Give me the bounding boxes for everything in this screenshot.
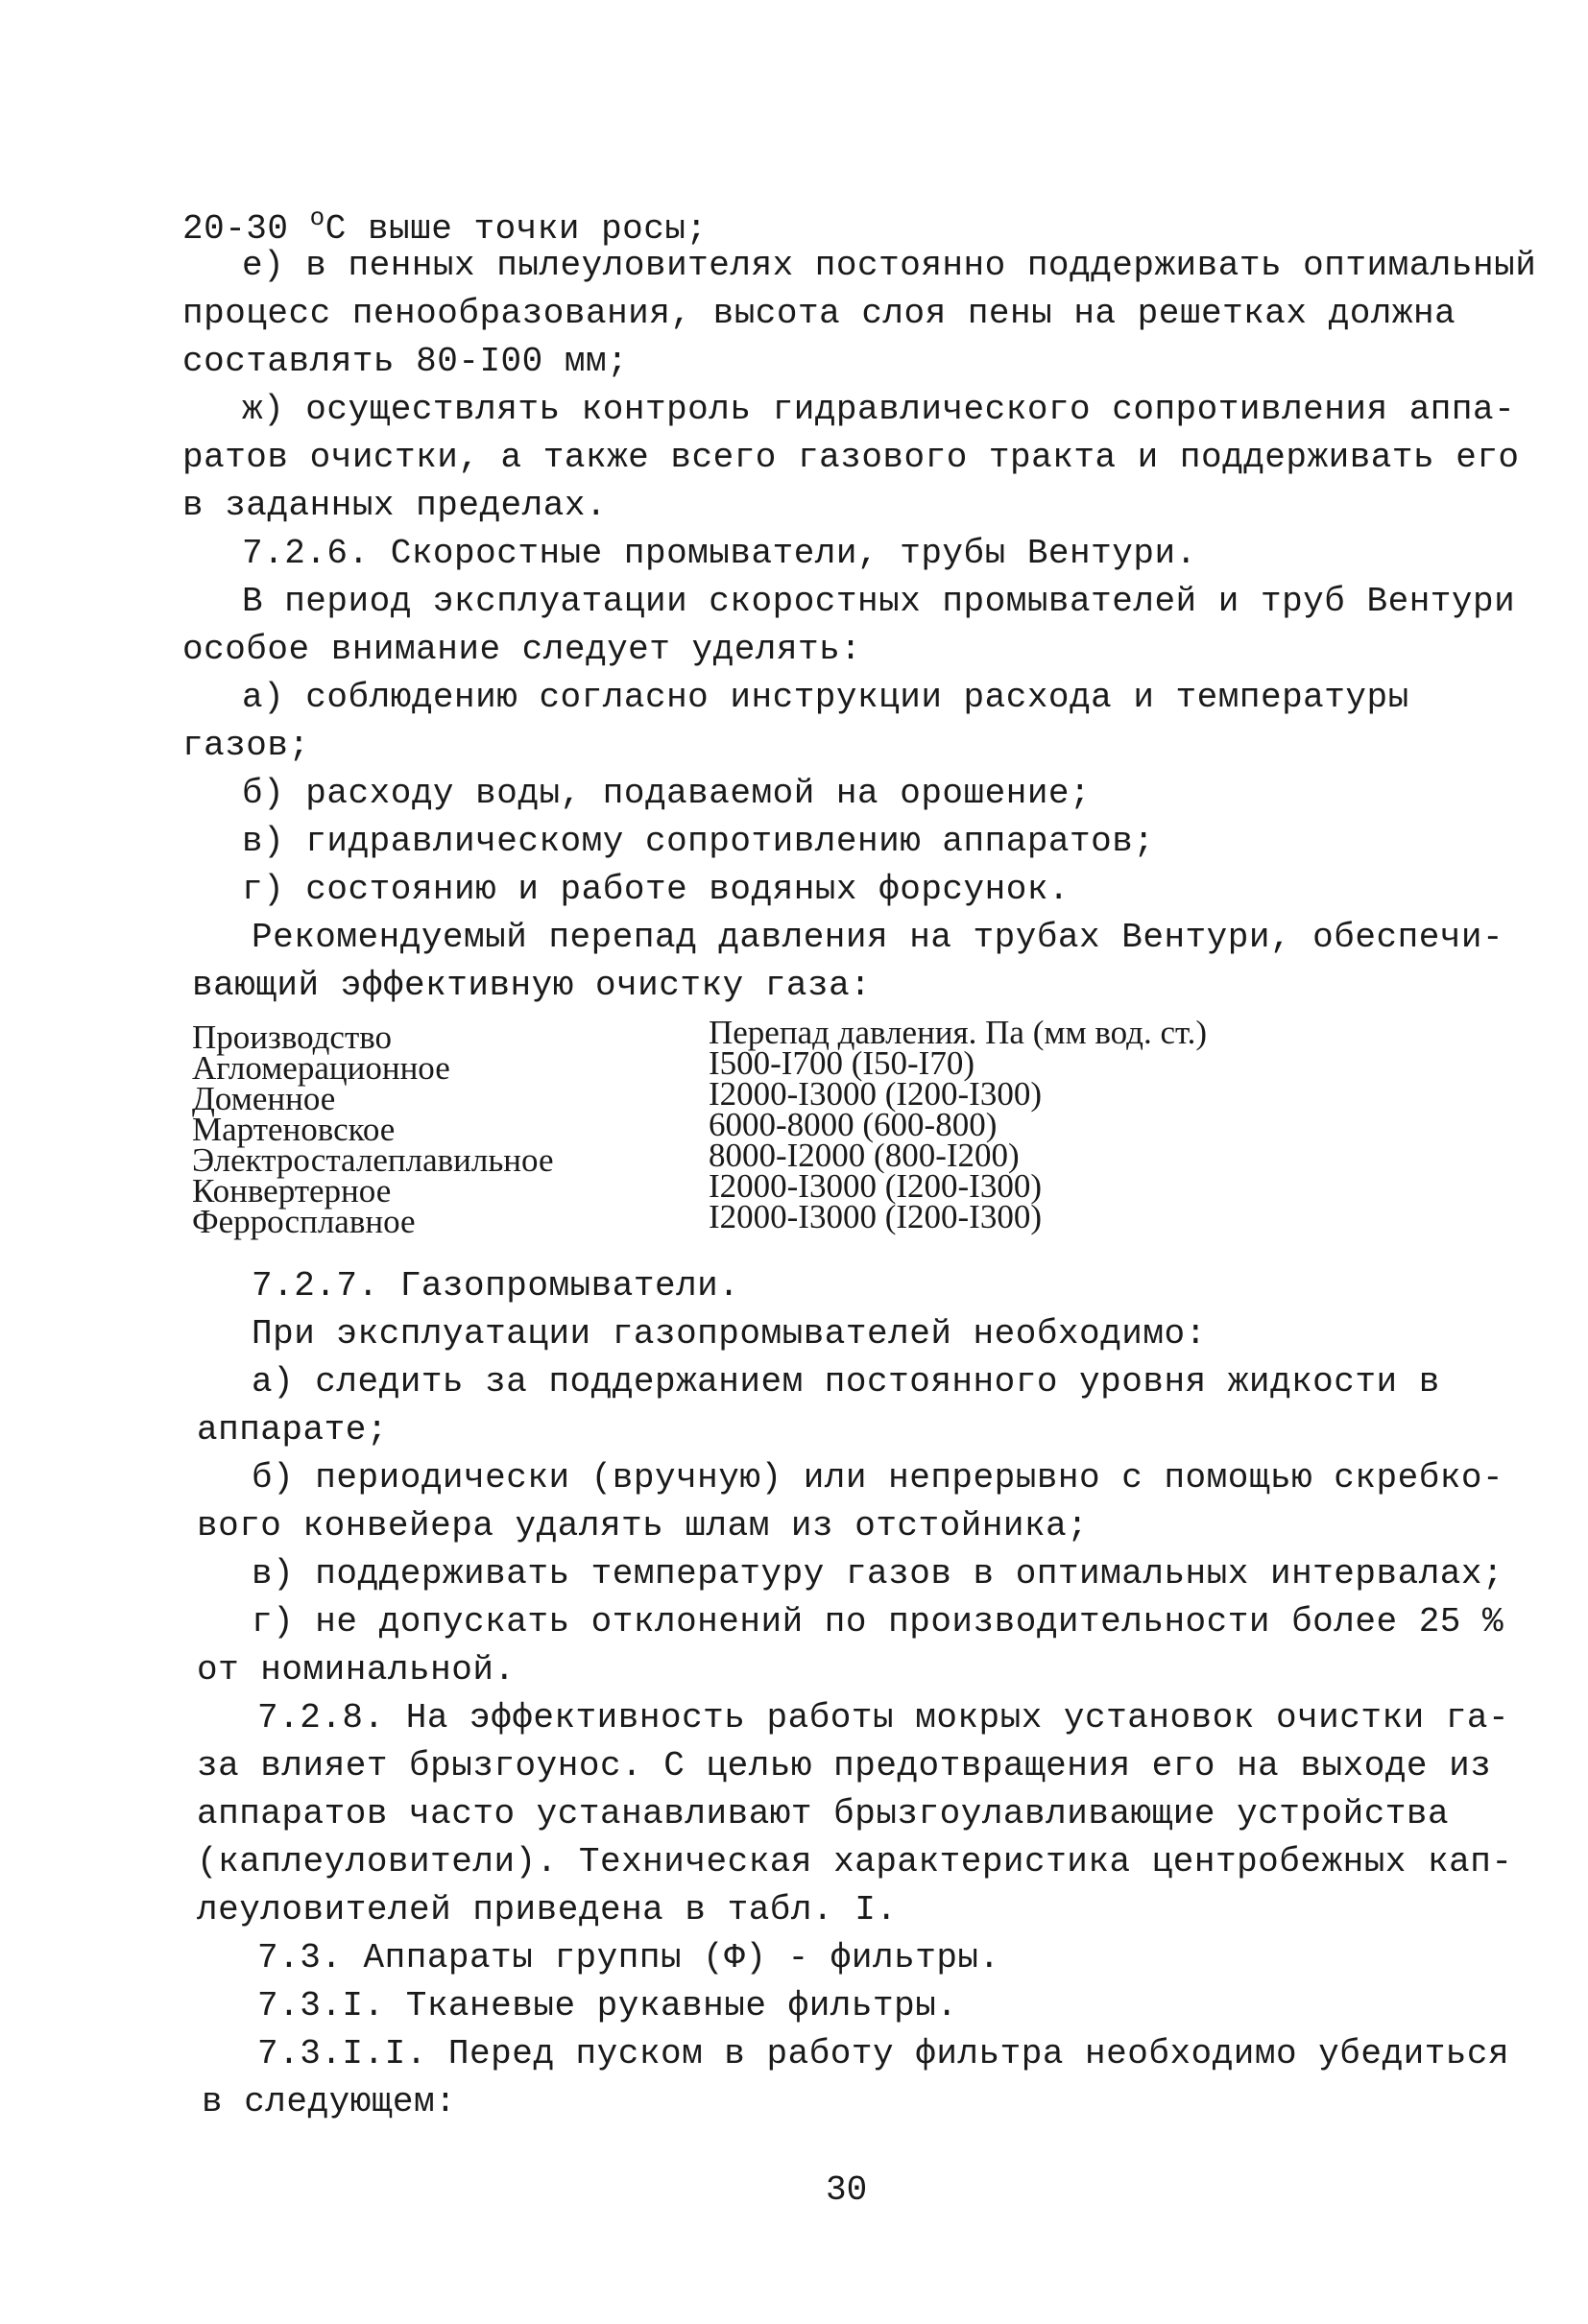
text-line: в следующем: (202, 2082, 457, 2121)
text-line: в) гидравлическому сопротивлению аппаратов; (242, 822, 1155, 861)
section-heading: 7.2.7. Газопромыватели. (252, 1266, 740, 1306)
text-line: (каплеуловители). Техническая характеристика центробежных кап- (197, 1842, 1513, 1881)
table-row-name: Электросталеплавильное (192, 1141, 554, 1179)
text-line: аппаратов часто устанавливают брызгоулавливающие устройства (197, 1794, 1450, 1833)
text-fragment: 20-30 (182, 209, 310, 249)
text-line: вого конвейера удалять шлам из отстойника; (197, 1506, 1089, 1545)
degree-superscript: о (309, 204, 325, 232)
text-line: а) соблюдению согласно инструкции расхода и температуры (242, 678, 1409, 717)
text-line: б) расходу воды, подаваемой на орошение; (242, 774, 1092, 813)
text-line: ратов очистки, а также всего газового тракта и поддерживать его (182, 438, 1520, 477)
table-header-pressure: Перепад давления. Па (мм вод. ст.) (709, 1014, 1208, 1051)
section-heading: 7.3. Аппараты группы (Ф) - фильтры. (257, 1938, 1000, 1977)
page-number: 30 (826, 2170, 868, 2210)
table-row-name: Доменное (192, 1080, 336, 1117)
text-line: за влияет брызгоунос. С целью предотвращения его на выходе из (197, 1746, 1492, 1785)
table-row-value: I2000-I3000 (I200-I300) (709, 1167, 1042, 1205)
table-row-value: I500-I700 (I50-I70) (709, 1044, 974, 1082)
text-line: вающий эффективную очистку газа: (192, 966, 872, 1005)
text-line: г) не допускать отклонений по производительности более 25 % (252, 1602, 1504, 1641)
table-header-production: Производство (192, 1018, 393, 1056)
text-line: е) в пенных пылеуловителях постоянно поддерживать оптимальный (242, 246, 1537, 285)
text-line: от номинальной. (197, 1650, 516, 1689)
text-fragment: С выше точки росы; (325, 209, 708, 249)
text-line: г) состоянию и работе водяных форсунок. (242, 870, 1071, 909)
section-heading: 7.3.I. Тканевые рукавные фильтры. (257, 1986, 958, 2025)
text-line: в заданных пределах. (182, 486, 608, 525)
table-row-value: I2000-I3000 (I200-I300) (709, 1198, 1042, 1235)
text-line: а) следить за поддержанием постоянного уровня жидкости в (252, 1362, 1440, 1402)
text-line: 7.2.8. На эффективность работы мокрых установок очистки га- (257, 1698, 1510, 1737)
text-line (182, 197, 708, 251)
table-row-value: I2000-I3000 (I200-I300) (709, 1075, 1042, 1113)
text-line: ж) осуществлять контроль гидравлического сопротивления аппа- (242, 390, 1516, 429)
section-heading: 7.2.6. Скоростные промыватели, трубы Вентури. (242, 534, 1197, 573)
text-line: особое внимание следует уделять: (182, 630, 862, 669)
table-row-name: Конвертерное (192, 1172, 392, 1210)
text-line: При эксплуатации газопромывателей необходимо: (252, 1314, 1207, 1354)
text-line: 7.3.I.I. Перед пуском в работу фильтра необходимо убедиться (257, 2034, 1510, 2073)
text-line: б) периодически (вручную) или непрерывно с помощью скребко- (252, 1458, 1504, 1497)
table-row-name: Агломерационное (192, 1049, 450, 1087)
text-line: газов; (182, 726, 310, 765)
text-line: составлять 80-I00 мм; (182, 342, 629, 381)
text-line: В период эксплуатации скоростных промывателей и труб Вентури (242, 582, 1516, 621)
table-row-value: 8000-I2000 (800-I200) (709, 1137, 1020, 1174)
text-line: процесс пенообразования, высота слоя пены на решетках должна (182, 294, 1456, 333)
text-line: в) поддерживать температуру газов в оптимальных интервалах; (252, 1554, 1504, 1593)
text-line: Рекомендуемый перепад давления на трубах Вентури, обеспечи- (252, 918, 1504, 957)
table-row-value: 6000-8000 (600-800) (709, 1106, 998, 1143)
table-row-name: Мартеновское (192, 1111, 396, 1148)
text-line: аппарате; (197, 1410, 388, 1450)
table-row-name: Ферросплавное (192, 1203, 416, 1240)
text-line: леуловителей приведена в табл. I. (197, 1890, 898, 1929)
